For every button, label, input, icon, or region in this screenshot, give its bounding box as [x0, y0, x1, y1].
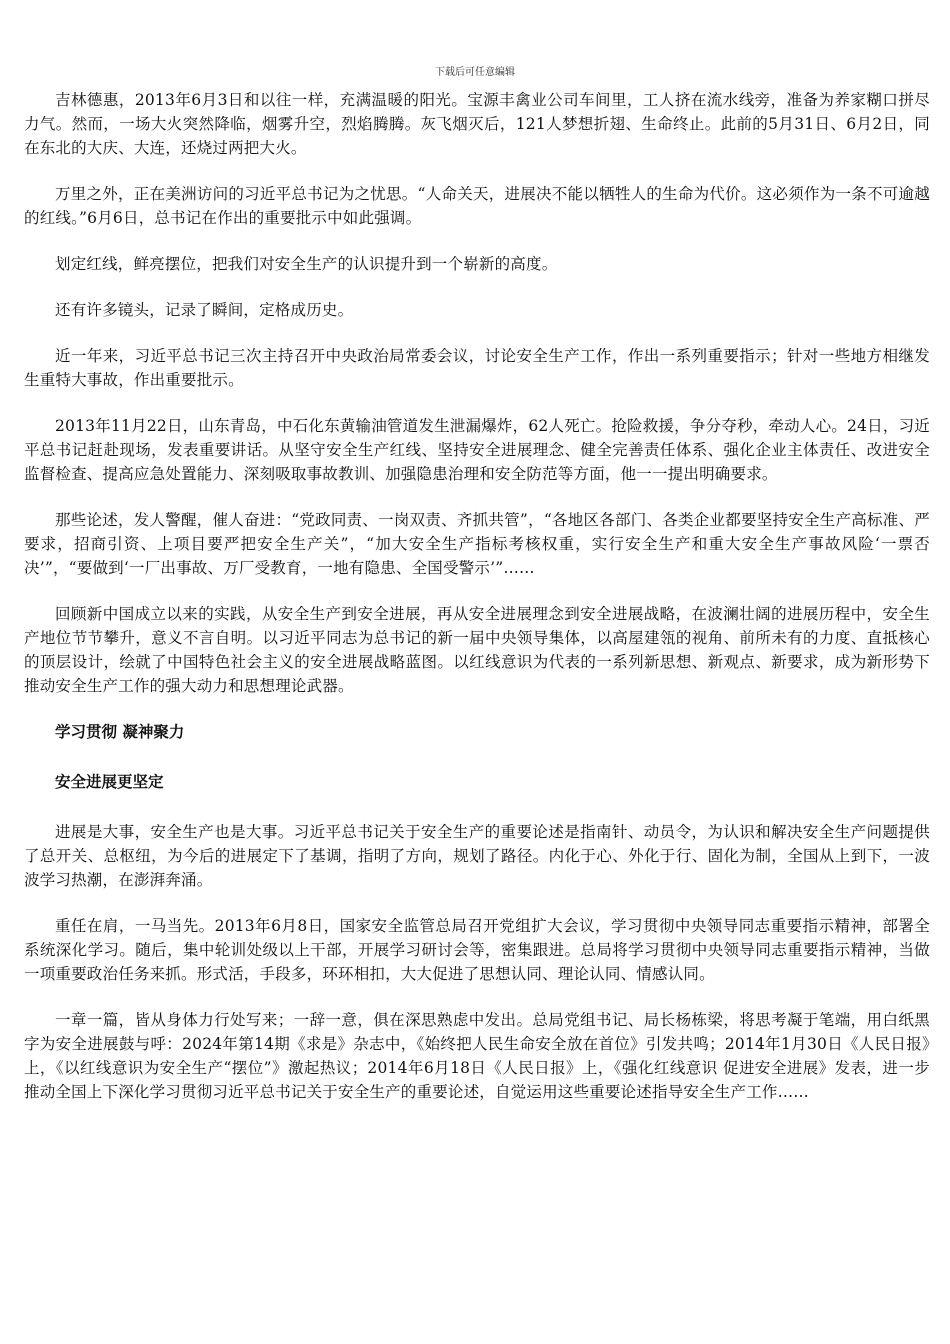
- paragraph: 回顾新中国成立以来的实践，从安全生产到安全进展，再从安全进展理念到安全进展战略，在波澜壮阔的进展历程中，安全生产地位节节攀升，意义不言自明。以习近平同志为总书记的新一届中央领导集体，以高屋建瓴的视角、前所未有的力度、直抵核心的顶层设计，绘就了中国特色社会主义的安全进展战略蓝图。以红线意识为代表的一系列新思想、新观点、新要求，成为新形势下推动安全生产工作的强大动力和思想理论武器。: [24, 605, 930, 695]
- paragraph: 进展是大事，安全生产也是大事。习近平总书记关于安全生产的重要论述是指南针、动员令，为认识和解决安全生产问题提供了总开关、总枢纽，为今后的进展定下了基调，指明了方向，规划了路径。内化于心、外化于行、固化为制，全国从上到下，一波波学习热潮，在澎湃奔涌。: [24, 823, 930, 889]
- paragraph: 一章一篇，皆从身体力行处写来；一辞一意，俱在深思熟虑中发出。总局党组书记、局长杨栋梁，将思考凝于笔端，用白纸黑字为安全进展鼓与呼：2024年第14期《求是》杂志中，《始终把人民生命安全放在首位》引发共鸣；2014年1月30日《人民日报》上，《以红线意识为安全生产“摆位”》激起热议；2014年6月18日《人民日报》上，《强化红线意识 促进安全进展》发表，进一步推动全国上下深化学习贯彻习近平总书记关于安全生产的重要论述，自觉运用这些重要论述指导安全生产工作……: [24, 1011, 930, 1101]
- paragraph: 重任在肩，一马当先。2013年6月8日，国家安全监管总局召开党组扩大会议，学习贯彻中央领导同志重要指示精神，部署全系统深化学习。随后，集中轮训处级以上干部，开展学习研讨会等，密集跟进。总局将学习贯彻中央领导同志重要指示精神，当做一项重要政治任务来抓。形式活，手段多，环环相扣，大大促进了思想认同、理论认同、情感认同。: [24, 917, 930, 983]
- paragraph: 还有许多镜头，记录了瞬间，定格成历史。: [55, 301, 354, 319]
- section-heading: 学习贯彻 凝神聚力: [55, 723, 185, 741]
- paragraph: 万里之外，正在美洲访问的习近平总书记为之忧思。“人命关天，进展决不能以牺牲人的生命为代价。这必须作为一条不可逾越的红线。”6月6日，总书记在作出的重要批示中如此强调。: [24, 185, 930, 227]
- page-header: 下载后可任意编辑: [435, 67, 515, 78]
- paragraph: 那些论述，发人警醒，催人奋进：“党政同责、一岗双责、齐抓共管”，“各地区各部门、各类企业都要坚持安全生产高标准、严要求，招商引资、上项目要严把安全生产关”，“加大安全生产指标考核权重，实行安全生产和重大安全生产事故风险‘一票否决’”，“要做到‘一厂出事故、万厂受教育，一地有隐患、全国受警示’”……: [24, 511, 930, 577]
- section-subheading: 安全进展更坚定: [55, 773, 164, 791]
- paragraph: 2013年11月22日，山东青岛，中石化东黄输油管道发生泄漏爆炸，62人死亡。抢险救援，争分夺秒，牵动人心。24日，习近平总书记赶赴现场，发表重要讲话。从坚守安全生产红线、坚持安全进展理念、健全完善责任体系、强化企业主体责任、改进安全监督检查、提高应急处置能力、深刻吸取事故教训、加强隐患治理和安全防范等方面，他一一提出明确要求。: [24, 417, 930, 483]
- paragraph: 近一年来，习近平总书记三次主持召开中央政治局常委会议，讨论安全生产工作，作出一系列重要指示；针对一些地方相继发生重特大事故，作出重要批示。: [24, 347, 930, 389]
- paragraph: 划定红线，鲜亮摆位，把我们对安全生产的认识提升到一个崭新的高度。: [55, 255, 558, 273]
- paragraph: 吉林德惠，2013年6月3日和以往一样，充满温暖的阳光。宝源丰禽业公司车间里，工人挤在流水线旁，准备为养家糊口拼尽力气。然而，一场大火突然降临，烟雾升空，烈焰腾腾。灰飞烟灭后，121人梦想折翅、生命终止。此前的5月31日、6月2日，同在东北的大庆、大连，还烧过两把大火。: [24, 91, 930, 157]
- document-body: [24, 88, 930, 1126]
